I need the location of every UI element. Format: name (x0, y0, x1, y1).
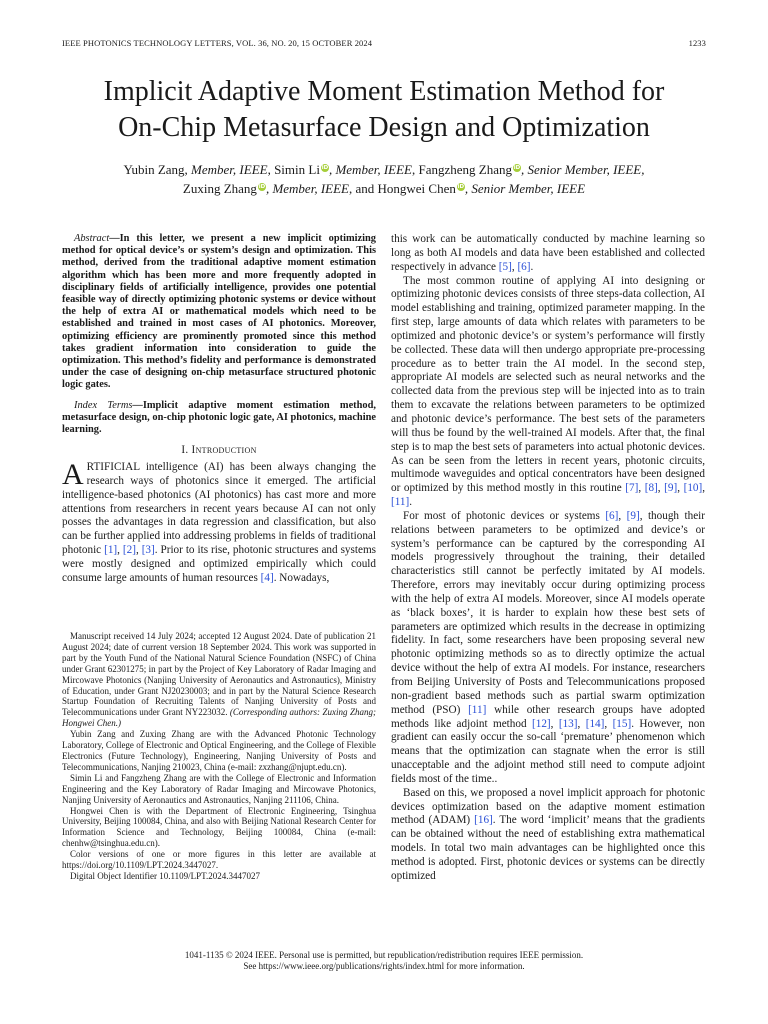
citation-link[interactable]: [15] (612, 717, 632, 730)
citation-link[interactable]: [3] (141, 544, 155, 557)
citation-link[interactable]: [5] (498, 260, 512, 273)
citation-link[interactable]: [14] (585, 717, 605, 730)
corresponding-authors: (Corresponding authors: Zuxing Zhang; Hongwei Chen.) (62, 707, 376, 729)
citation-link[interactable]: [8] (644, 482, 658, 495)
footnote-text: Manuscript received 14 July 2024; accepted 12 August 2024. Date of publication 21 August 2024; date of current version 18 September 2024. This work was supported in part by the Youth Fund of the National Natural Science Foundation (NSFC) of China under Grant 62301275; in part by the Project of Key Laboratory of Radar Imaging and Mircowave Photonics (Nanjing University of Aeronautics and Astronautics), Ministry of Education, under Grant NJ20230003; and in part by the Natural Science Research Startup Foundation of Recruiting Talents of Nanjing University of Posts and Telecommunications under Grant NY223032. (62, 631, 376, 718)
copyright-notice (0, 950, 768, 972)
body-paragraph: For most of photonic devices or systems [6], [9], though their relations between parameters to be optimized and device’s or system’s performance can be captured by the corresponding AI models progressively throughout the training, their detailed characteristics still cannot be perfectly imitated by AI models. Therefore, errors may inevitably occur during optimizing process with the help of extra AI models. Moreover, since AI models operate as ‘black boxes’, it is harder to explain how these best sets of parameters are optimized which results in the decrease in optimizing fidelity. In fact, some researchers have been proposing several new photonic optimizing methods so as to directly optimize the actual device without the help of extra AI models. For instance, researchers from Beijing University of Posts and Telecommunications proposed non-gradient based methods such as partial swarm optimization method (PSO) [11] while other research groups have adopted methods like adjoint method [12], [13], [14], [15]. However, non gradient can easily occur the so-call ‘premature’ phenomenon which means that the optimization can stagnate when the error is still unacceptable and the adjoint method still need to compute adjoint fields most of the time.. (391, 509, 706, 785)
citation-link[interactable]: [7] (625, 482, 639, 495)
citation-link[interactable]: [13] (558, 717, 578, 730)
body-text: this work can be automatically conducted by machine learning so long as both AI models and data have been established and collected respectively in advance (391, 233, 705, 273)
footnote-manuscript (62, 631, 376, 729)
copyright-line-2: See https://www.ieee.org/publications/rights/index.html for more information. (243, 961, 525, 971)
paper-title (40, 74, 728, 146)
body-text: For most of photonic devices or systems (403, 509, 606, 522)
citation-link[interactable]: [10] (683, 482, 703, 495)
author-list (60, 160, 708, 198)
author-role: Member, IEEE (191, 162, 268, 177)
abstract (62, 233, 376, 392)
intro-text: . Nowadays, (273, 571, 330, 584)
right-column (391, 233, 705, 884)
author-role: , Member, IEEE (328, 162, 412, 177)
index-terms-label: Index Terms (74, 399, 133, 411)
footnotes (62, 631, 376, 882)
author-name: , Simin Li (267, 162, 320, 177)
citation-link[interactable]: [11] (468, 703, 487, 716)
title-line-2: On-Chip Metasurface Design and Optimization (118, 112, 650, 143)
abstract-dash: — (109, 233, 120, 244)
intro-text: RTIFICIAL intelligence (AI) has been always changing the research ways of photonics since it emerged. The artificial intelligence-based photonics (AI photonics) has cast more and more attentions from researchers in recent years because AI can not only posses the advantages in data regression and classification, but also can be further applied into addressing problems in fields of traditional photonic (62, 461, 376, 557)
section-heading: I. Introduction (181, 444, 257, 457)
orcid-icon[interactable]: iD (258, 184, 266, 190)
body-text: while other research groups have adopted methods like adjoint method (391, 703, 706, 730)
abstract-text: In this letter, we present a new implicit optimizing method for optical device’s or system’s design and optimization. This method, derived from the traditional adaptive moment estimation algorithm which has been more and more frequently adopted in disciplinary fields of artificially intelligence, provides one potential feasible way of directly optimizing photonic systems or device without the help of extra AI or mathematical models which need to be established and trained in most cases of AI photonics. Moreover, optimizing efficiency are prominently promoted since this method takes gradient information into consideration to guide the optimization. This method’s fidelity and performance is demonstrated under the case of designing on-chip metasurface structured photonic logic gates. (62, 233, 376, 391)
body-text: The most common routine of applying AI into designing or optimizing photonic devices consists of three steps-data collection, AI model establishing and training, optimized parameter mapping. In the first step, large amounts of data which relates with parameters to be optimized and photonic device’s or system’s performance will firstly be collected. These data will then undergo appropriate pre-processing procedure as to better train the AI model. In the second step, appropriate AI models are selected such as neural networks and the collected data from the previous step will be injected into as to train them to excavate the relations between parameters to be optimized and photonic device’s performance. The best sets of the parameters will thus be found by the well-trained AI models. After that, the final step is to map the best sets of parameters into actual photonic devices. As can be seen from the letters in recent years, photonic circuits, multimode waveguides and optical concentrators have been designed or optimized by this method mostly in this routine (391, 274, 705, 495)
footnote-affiliation-2: Simin Li and Fangzheng Zhang are with the College of Electronic and Information Engineering and the Key Laboratory of Radar Imaging and Mircowave Photonics, Nanjing University of Aeronautics and Astronautics, Nanjing 211106, China. (62, 772, 376, 805)
author-line-1 (60, 160, 708, 179)
body-paragraph: The most common routine of applying AI into designing or optimizing photonic devices consists of three steps-data collection, AI model establishing and training, optimized parameter mapping. In the first step, large amounts of data which relates with parameters to be optimized and photonic device’s or system’s performance will firstly be collected. These data will then undergo appropriate pre-processing procedure as to better train the AI model. In the second step, appropriate AI models are selected such as neural networks and the collected data from the previous step will be injected into as to train them to excavate the relations between parameters to be optimized and photonic device’s performance. The best sets of the parameters will thus be found by the well-trained AI models. After that, the final step is to map the best sets of parameters into actual photonic devices. As can be seen from the letters in recent years, photonic circuits, multimode waveguides and optical concentrators have been designed or optimized by this method mostly in this routine [7], [8], [9], [10], [11]. (391, 274, 706, 509)
footnote-doi: Digital Object Identifier 10.1109/LPT.2024.3447027 (70, 870, 260, 881)
left-column (62, 233, 376, 586)
body-paragraph: this work can be automatically conducted by machine learning so long as both AI models and data have been established and collected respectively in advance [5], [6]. (391, 233, 705, 273)
orcid-icon[interactable]: iD (321, 165, 329, 171)
abstract-label: Abstract (74, 233, 110, 244)
citation-link[interactable]: [9] (626, 509, 640, 522)
body-paragraph (391, 787, 705, 884)
author-line-2 (60, 179, 708, 198)
citation-link[interactable]: [2] (122, 544, 136, 557)
index-terms (62, 400, 376, 437)
author-role: , Senior Member, IEEE (464, 181, 586, 196)
title-line-1: Implicit Adaptive Moment Estimation Method for (103, 76, 665, 107)
author-role: , Member, IEEE (265, 181, 349, 196)
index-terms-text: Implicit adaptive moment estimation method, metasurface design, on-chip photonic logic gate, AI photonics, machine learning. (62, 399, 376, 436)
author-name: Zuxing Zhang (182, 181, 257, 196)
intro-text: . Prior to its rise, photonic structures and systems were mostly designed and optimized empirically which could consume large amounts of human resources (62, 544, 376, 584)
author-name: , and Hongwei Chen (348, 181, 456, 196)
orcid-icon[interactable]: iD (513, 165, 521, 171)
orcid-icon[interactable]: iD (457, 184, 465, 190)
citation-link[interactable]: [16] (474, 814, 493, 827)
footnote-affiliation-3: Hongwei Chen is with the Department of Electronic Engineering, Tsinghua University, Beijing 100084, China, and also with Beijing National Research Center for Information Science and Technology, Beijing 100084, China (e-mail: chenhw@tsinghua.edu.cn). (62, 805, 376, 849)
page-number: 1233 (688, 38, 706, 48)
author-name: Yubin Zang, (123, 162, 192, 177)
citation-link[interactable]: [11] (391, 496, 410, 509)
journal-info: IEEE PHOTONICS TECHNOLOGY LETTERS, VOL. 36, NO. 20, 15 OCTOBER 2024 (62, 38, 373, 48)
citation-link[interactable]: [4] (260, 571, 274, 584)
drop-cap: A (62, 458, 84, 492)
running-header (62, 38, 706, 50)
citation-link[interactable]: [12] (532, 717, 551, 730)
footnote-color-versions: Color versions of one or more figures in this letter are available at https://doi.org/10.1109/LPT.2024.3447027. (62, 849, 376, 871)
body-text: . (409, 496, 413, 509)
body-text: . However, non gradient can easily occur the so-call ‘premature’ phenomenon which means that the optimization can stagnate when the error is still unacceptable and the adjoint method still need to compute adjoint fields most of the time.. (391, 717, 705, 785)
author-role: , Senior Member, IEEE, (521, 162, 645, 177)
citation-link[interactable]: [9] (664, 482, 678, 495)
body-text: Based on this, we proposed a novel implicit approach for photonic devices optimization based on the adaptive moment estimation method (ADAM) (391, 786, 705, 827)
copyright-line-1: 1041-1135 © 2024 IEEE. Personal use is permitted, but republication/redistribution requires IEEE permission. (184, 950, 584, 960)
body-text: . (530, 260, 534, 273)
citation-link[interactable]: [1] (104, 544, 118, 557)
intro-paragraph: ARTIFICIAL intelligence (AI) has been always changing the research ways of photonics since it emerged. The artificial intelligence-based photonics (AI photonics) has cast more and more attentions from researchers in recent years because AI can not only posses the advantages in data regression and classification, but also can be further applied into addressing problems in fields of traditional photonic [1], [2], [3]. Prior to its rise, photonic structures and systems were mostly designed and optimized empirically which could consume large amounts of human resources [4]. Nowadays, (62, 458, 376, 584)
author-name: , Fangzheng Zhang (411, 162, 512, 177)
index-terms-dash: — (132, 399, 143, 411)
footnote-affiliation-1: Yubin Zang and Zuxing Zhang are with the Advanced Photonic Technology Laboratory, College of Electronic and Optical Engineering, and the College of Flexible Electronics (Future Technology), Engineering, Nanjing University of Posts and Telecommunications, Nanjing 210023, China (e-mail: zxzhang@njupt.edu.cn). (62, 729, 376, 772)
body-text: , though their relations between parameters to be optimized and device’s or system’s performance can be captured by the corresponding AI models progressively throughout the training, their detailed characteristics still cannot be perfectly imitated by AI models. Therefore, errors may inevitably occur during optimizing process with the help of extra AI models. Moreover, since AI models operate as ‘black boxes’, it is harder to explain how these best sets of parameters are optimized which results in the decrease in optimizing fidelity. In fact, some researchers have been proposing several new photonic optimizing methods so as to directly optimize the actual device without the help of extra AI models. For instance, researchers from Beijing University of Posts and Telecommunications proposed non-gradient based methods such as partial swarm optimization method (PSO) (391, 509, 705, 716)
citation-link[interactable]: [6] (605, 509, 619, 522)
body-text: . The word ‘implicit’ means that the gradients can be obtained without the need of establishing extra mathematical models. In total two main advantages can be highlighted once this method is adopted. First, photonic devices or systems can be directly optimized (391, 814, 705, 882)
citation-link[interactable]: [6] (517, 260, 531, 273)
